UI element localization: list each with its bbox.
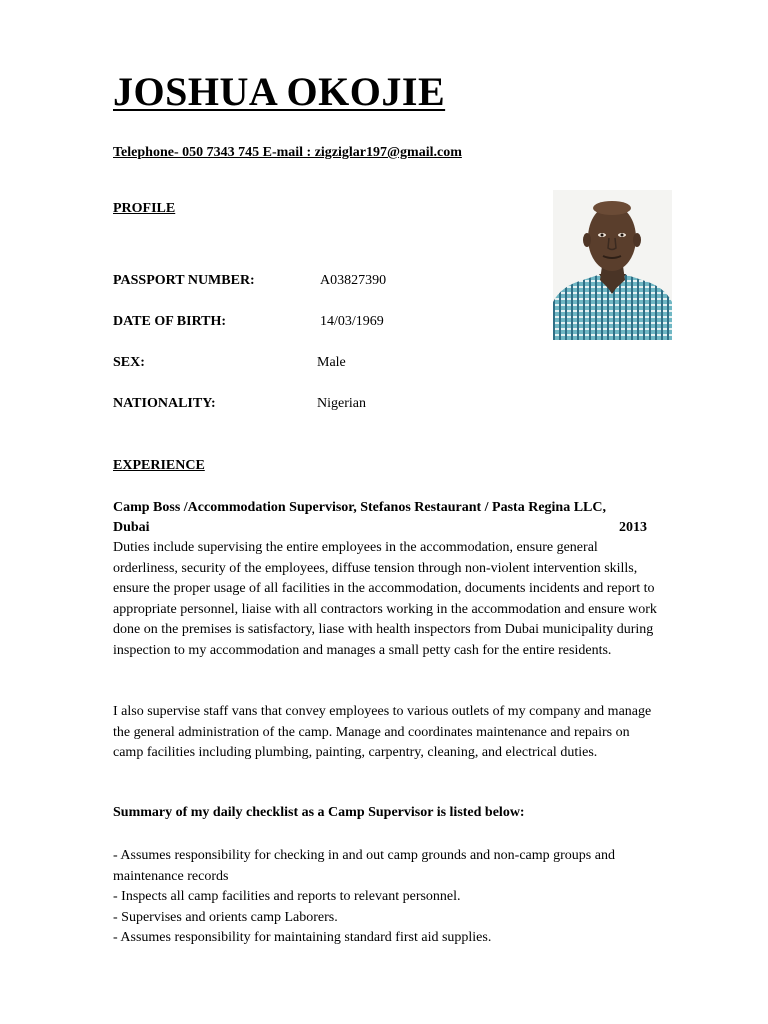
job-location: Dubai — [113, 520, 150, 535]
profile-heading: PROFILE — [113, 201, 176, 216]
duties-paragraph: Duties include supervising the entire employees in the accommodation, ensure general orderliness, security of the employees, diffuse tension through non-violent intervention skills, ensure the proper usage of all facilities in the accommodation, documents incidents and report to appropriate personnel, liaise with all contractors working in the accommodation and ensure work done on the premises is satisfactory, liase with health inspectors from Dubai municipality during inspection to my accommodation and manages a small petty cash for the entire residents. — [113, 540, 657, 658]
vans-paragraph: I also supervise staff vans that convey employees to various outlets of my company and manage the general administration of the camp. Manage and coordinates maintenance and repairs on camp facilities including plumbing, painting, carpentry, cleaning, and electrical duties. — [113, 704, 652, 760]
passport-label: PASSPORT NUMBER: — [113, 273, 255, 288]
experience-heading: EXPERIENCE — [113, 458, 205, 473]
nationality-label: NATIONALITY: — [113, 396, 216, 411]
candidate-name: JOSHUA OKOJIE — [113, 69, 446, 114]
profile-photo — [553, 190, 672, 340]
job-location-row — [113, 518, 647, 538]
job-year: 2013 — [619, 520, 647, 535]
list-item: - Supervises and orients camp Laborers. — [113, 909, 338, 925]
sex-label: SEX: — [113, 355, 145, 370]
sex-value: Male — [317, 355, 346, 370]
list-item: - Assumes responsibility for checking in and out camp grounds and non-camp groups and maintenance records — [113, 848, 615, 884]
contact-line: Telephone- 050 7343 745 E-mail : zigziglar197@gmail.com — [113, 145, 462, 160]
dob-value: 14/03/1969 — [320, 314, 384, 329]
list-item: - Assumes responsibility for maintaining standard first aid supplies. — [113, 930, 492, 945]
job-title — [113, 498, 647, 538]
job-title-line: Camp Boss /Accommodation Supervisor, Stefanos Restaurant / Pasta Regina LLC, — [113, 500, 607, 515]
summary-heading: Summary of my daily checklist as a Camp Supervisor is listed below: — [113, 805, 525, 820]
nationality-value: Nigerian — [317, 396, 366, 411]
dob-label: DATE OF BIRTH: — [113, 314, 227, 329]
passport-value: A03827390 — [320, 273, 387, 288]
checklist — [113, 846, 658, 949]
list-item: - Inspects all camp facilities and reports to relevant personnel. — [113, 889, 461, 904]
